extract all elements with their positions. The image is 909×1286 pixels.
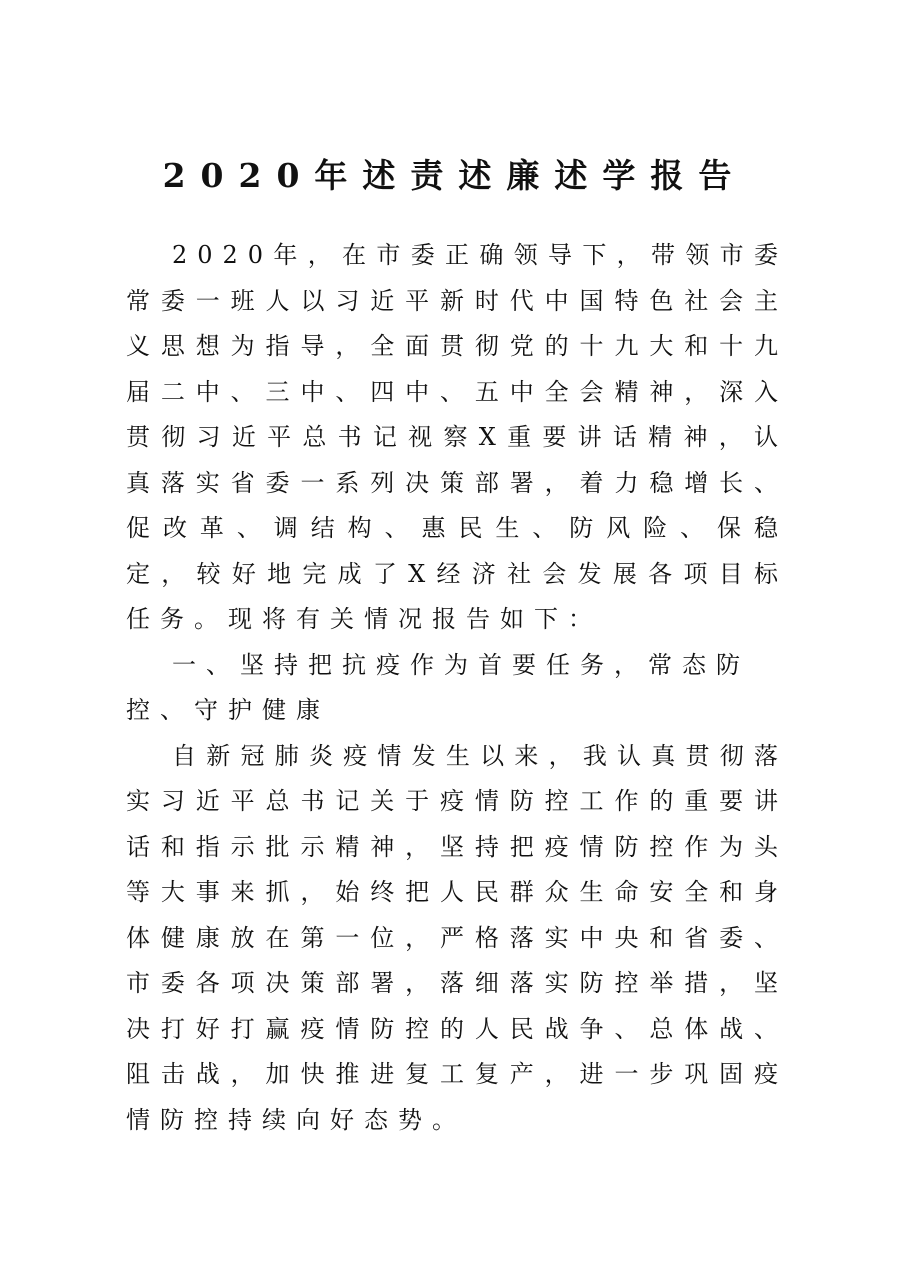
intro-paragraph: 2020年，在市委正确领导下，带领市委常委一班人以习近平新时代中国特色社会主义思想为指导，全面贯彻党的十九大和十九届二中、三中、四中、五中全会精神，深入贯彻习近平总书记视察X重要讲话精神，认真落实省委一系列决策部署，着力稳增长、促改革、调结构、惠民生、防风险、保稳定，较好地完成了X经济社会发展各项目标任务。现将有关情况报告如下： <box>126 241 788 633</box>
document-title: 2020年述责述廉述学报告 <box>162 156 747 195</box>
section-paragraph: 自新冠肺炎疫情发生以来，我认真贯彻落实习近平总书记关于疫情防控工作的重要讲话和指示批示精神，坚持把疫情防控作为头等大事来抓，始终把人民群众生命安全和身体健康放在第一位，严格落实中央和省委、市委各项决策部署，落细落实防控举措，坚决打好打赢疫情防控的人民战争、总体战、阻击战，加快推进复工复产，进一步巩固疫情防控持续向好态势。 <box>126 741 788 1134</box>
document-body <box>126 233 788 1143</box>
section-heading: 一、坚持把抗疫作为首要任务，常态防控、守护健康 <box>126 650 750 724</box>
